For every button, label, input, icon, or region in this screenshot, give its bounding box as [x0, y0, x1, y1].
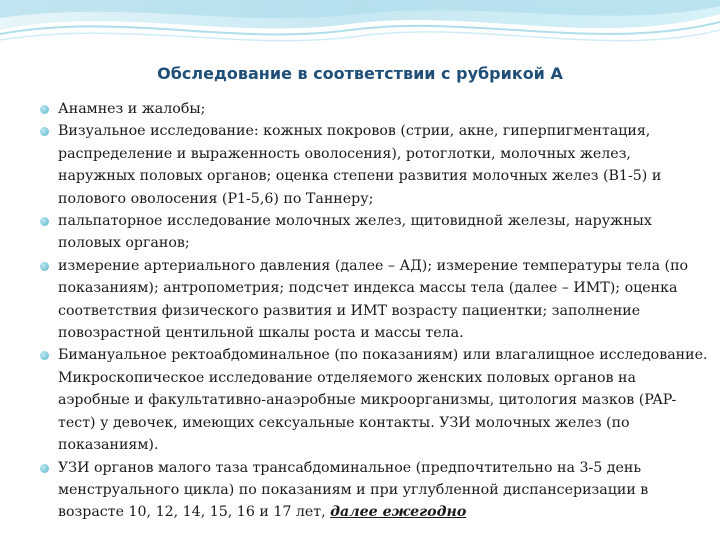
list-item-text: Анамнез и жалобы; — [58, 101, 206, 117]
bullet-icon — [40, 464, 49, 473]
list-item-text: Визуальное исследование: кожных покровов (стрии, акне, гиперпигментация, распределение и выраженность оволосения), ротоглотки, молочных желез, наружных половых органов; оценка степени развития молочных желез (B1-5) и полового оволосения (P1-5,6) по Таннеру; — [58, 123, 662, 207]
list-item-text: измерение артериального давления (далее – АД); измерение температуры тела (по показаниям); антропометрия; подсчет индекса массы тела (далее – ИМТ); оценка соответствия физического развития и ИМТ возрасту пациентки; заполнение повозрастной центильной шкалы роста и массы тела. — [58, 257, 689, 342]
list-item-text: пальпаторное исследование молочных желез, щитовидной железы, наружных половых органов; — [58, 213, 652, 252]
list-item-text: Бимануальное ректоабдоминальное (по показаниям) или влагалищное исследование. Микроскопическое исследование отделяемого женских половых органов на аэробные и факультативно-анаэробные микроорганизмы, цитология мазков (PAP-тест) у девочек, имеющих сексуальные контакты. УЗИ молочных желез (по показаниям). — [58, 347, 708, 454]
list-item — [38, 98, 708, 120]
bullet-icon — [40, 217, 49, 226]
list-item — [38, 120, 708, 210]
list-item — [38, 457, 708, 524]
bullet-icon — [40, 351, 49, 360]
bullet-icon — [40, 105, 49, 114]
list-item — [38, 255, 708, 345]
list-item — [38, 210, 708, 255]
bullet-icon — [40, 127, 49, 136]
slide-title: Обследование в соответствии с рубрикой А — [157, 64, 563, 83]
list-item — [38, 344, 708, 456]
header-wave-decoration — [0, 0, 720, 70]
list-item-text: УЗИ органов малого таза трансабдоминальное (предпочтительно на 3-5 день менструального цикла) по показаниям и при углубленной диспансеризации в возрасте 10, 12, 14, 15, 16 и 17 лет, — [58, 459, 649, 521]
bullet-list — [38, 98, 708, 524]
bullet-icon — [40, 262, 49, 271]
emphasis-text: далее ежегодно — [330, 504, 467, 521]
